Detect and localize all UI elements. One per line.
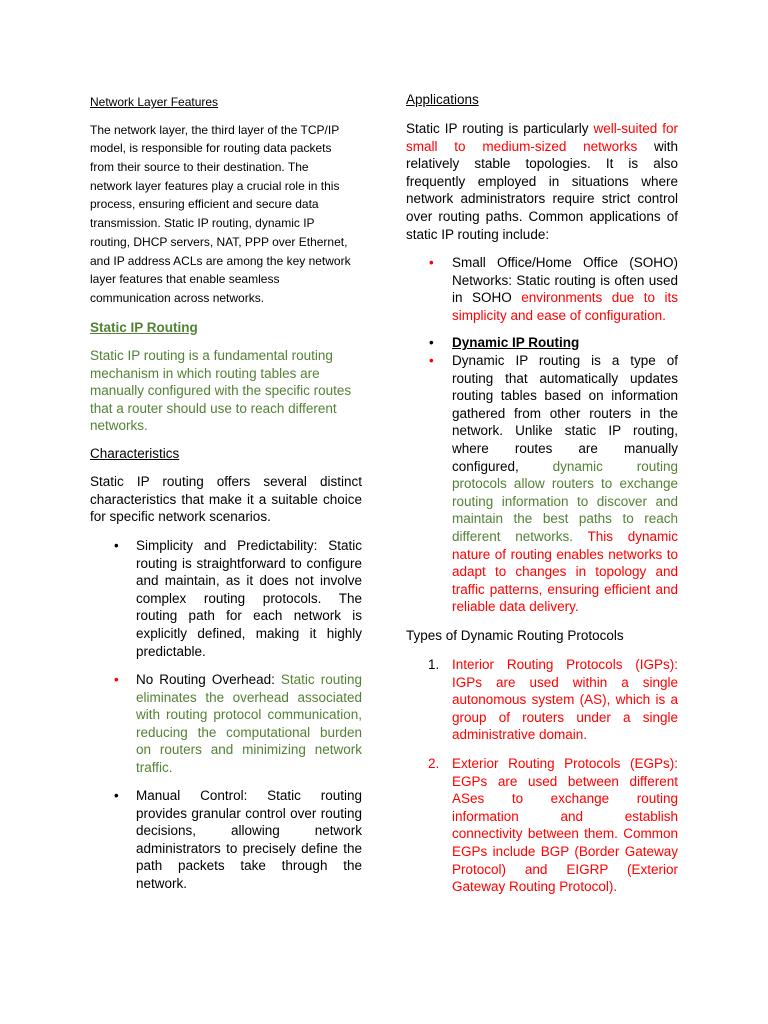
dynamic-ip-routing-text-line [452,493,678,511]
no-routing-overhead-text-line [136,671,362,689]
text-run: network layer features play a crucial role in this [90,178,340,193]
characteristics-paragraph-line [90,491,362,509]
manual-control-text-line [136,787,362,805]
text-run: on routers and minimizing network [136,742,362,758]
static-ip-routing-paragraph-line [90,417,362,435]
text-run: and maintain, as it does not involve [136,573,362,589]
text-run: maintain the best paths to reach [452,511,678,527]
network-layer-intro-paragraph [90,121,362,308]
text-run: explicitly defined, making it highly [136,625,362,641]
text-run: complex routing protocols. The [136,590,362,606]
static-ip-routing-paragraph-line [90,382,362,400]
text-run: administrative domain. [452,727,588,743]
bullet-marker: • [429,353,434,368]
applications-paragraph-line [406,208,678,226]
text-run: for specific network scenarios. [90,509,271,525]
text-run: transmission. Static IP routing, dynamic IP [90,216,315,231]
exterior-routing-protocols-text-line [452,861,678,879]
soho-networks-text [452,254,678,324]
text-run: network. [136,875,188,891]
manual-control-text-line [136,822,362,840]
text-run: Static routing [280,672,362,687]
text-run: EGPs are used between different [452,773,678,789]
applications-paragraph-line [406,120,678,138]
text-run: administrators to precisely define the [136,840,362,856]
text-run: relatively stable topologies. It is also [406,156,678,172]
exterior-routing-protocols-text-line [452,843,678,861]
text-run: Protocol) and EIGRP (Exterior [452,861,678,877]
soho-networks-text-line [452,272,678,290]
network-layer-intro-paragraph-line [90,195,362,214]
simplicity-predictability-text-line [136,607,362,625]
text-run: routing information to discover and [452,493,678,509]
network-layer-intro-paragraph-line [90,214,362,233]
dynamic-ip-routing-text-line [452,563,678,581]
manual-control-text [136,787,362,893]
dynamic-ip-routing-text [452,352,678,616]
text-run: Dynamic IP Routing [452,335,580,350]
text-run: from their source to their destination. The [90,160,309,174]
text-run: reliable data delivery. [452,599,579,615]
bullet-marker: • [114,672,119,687]
text-run: environments due to its [521,290,679,306]
text-run: network. Unlike static IP routing, [452,423,678,439]
interior-routing-protocols-text-line [452,709,678,727]
text-run: Small Office/Home Office (SOHO) [452,255,678,270]
text-run: reducing the computational burden [136,724,362,740]
exterior-routing-protocols-text-line [452,755,678,773]
text-run: network administrators require strict control [406,191,678,207]
soho-networks-bullet [429,254,679,324]
network-layer-intro-paragraph-line [90,270,362,289]
text-run: configured, [452,458,553,474]
manual-control-text-line [136,875,362,893]
interior-routing-protocols-text-line [452,656,678,674]
static-ip-routing-paragraph-line [90,400,362,418]
manual-control-bullet [114,787,362,893]
text-run: routing is straightforward to configure [136,555,362,571]
text-run: where routes are manually [452,440,678,456]
network-layer-intro-paragraph-line [90,158,362,177]
bullet-marker: • [429,255,434,270]
text-run: Interior Routing Protocols (IGPs): [452,657,678,672]
simplicity-predictability-text-line [136,625,362,643]
dynamic-ip-routing-text-line [452,581,678,599]
text-run: Static IP routing is particularly [406,121,594,136]
types-of-dynamic-routing-protocols-heading: Types of Dynamic Routing Protocols [406,628,624,643]
interior-routing-protocols-text-line [452,674,678,692]
network-layer-intro-paragraph-line [90,139,362,158]
text-run: decisions, allowing network [136,823,362,839]
dynamic-ip-routing-bullet [429,352,678,616]
text-run: mechanism in which routing tables are [90,365,320,381]
text-run: and IP address ACLs are among the key network [90,253,351,268]
text-run: Networks: Static routing is often used [452,272,678,288]
text-run: simplicity and ease of configuration. [452,307,666,323]
network-layer-intro-paragraph-line [90,289,362,308]
dynamic-ip-routing-heading-line [452,334,678,352]
manual-control-text-line [136,840,362,858]
network-layer-features-heading: Network Layer Features [90,95,219,109]
network-layer-intro-paragraph-line [90,252,362,271]
text-run: routing tables based on information [452,388,678,404]
network-layer-intro-paragraph-line [90,233,362,252]
list-number: 1. [428,657,440,672]
dynamic-ip-routing-text-line [452,475,678,493]
exterior-routing-protocols-text-line [452,878,678,896]
text-run: Static IP routing offers several distinct [90,474,362,489]
interior-routing-protocols-text-line [452,691,678,709]
applications-paragraph-line [406,226,678,244]
static-ip-routing-paragraph-line [90,365,362,383]
text-run: networks. [90,418,148,434]
text-run: Dynamic IP routing is a type of [452,353,678,368]
text-run: routing that automatically updates [452,370,678,386]
no-routing-overhead-text-line [136,759,362,777]
dynamic-ip-routing-heading-bullet [429,334,678,352]
text-run: connectivity between them. Common [452,826,678,842]
text-run: over routing paths. Common applications of [406,208,678,224]
simplicity-predictability-text [136,537,362,660]
applications-paragraph [406,120,678,243]
soho-networks-text-line [452,289,678,307]
applications-paragraph-line [406,155,678,173]
applications-paragraph-line [406,190,678,208]
text-run: adapt to changes in topology and [452,564,678,580]
text-run: gathered from other routers in the [452,405,678,421]
text-run: information and establish [452,808,678,824]
interior-routing-protocols-text [452,656,678,744]
manual-control-text-line [136,805,362,823]
simplicity-predictability-text-line [136,555,362,573]
text-run: Simplicity and Predictability: Static [136,538,362,553]
dynamic-ip-routing-text-line [452,528,678,546]
list-number: 2. [428,756,440,771]
text-run: protocols allow routers to exchange [452,476,678,492]
text-run: traffic patterns, ensuring efficient and [452,581,678,597]
simplicity-predictability-text-line [136,572,362,590]
text-run: group of routers under a single [452,709,678,725]
text-run: communication across networks. [90,290,265,305]
no-routing-overhead-text-line [136,689,362,707]
characteristics-paragraph-line [90,508,362,526]
text-run: with routing protocol communication, [136,707,362,723]
text-run: with [637,138,678,154]
text-run: Manual Control: Static routing [136,788,362,803]
no-routing-overhead-bullet [114,671,362,777]
network-layer-intro-paragraph-line [90,121,362,140]
dynamic-ip-routing-text-line [452,458,678,476]
text-run: nature of routing enables networks to [452,546,678,562]
manual-control-text-line [136,857,362,875]
text-run: predictable. [136,643,206,659]
text-run: EGPs include BGP (Border Gateway [452,843,678,859]
no-routing-overhead-text-line [136,741,362,759]
text-run: process, ensuring efficient and secure data [90,197,319,212]
characteristics-paragraph [90,473,362,526]
text-run: dynamic routing [552,458,678,474]
no-routing-overhead-text-line [136,706,362,724]
text-run: different networks. [452,528,574,544]
dynamic-ip-routing-text-line [452,405,678,423]
exterior-routing-protocols-text-line [452,790,678,808]
dynamic-ip-routing-text-line [452,352,678,370]
static-ip-routing-paragraph-line [90,347,362,365]
applications-paragraph-line [406,138,678,156]
bullet-marker: • [429,335,434,350]
exterior-routing-protocols-text-line [452,773,678,791]
text-run: This dynamic [573,528,678,544]
text-run: that a router should use to reach different [90,400,337,416]
interior-routing-protocols-text-line [452,726,678,744]
applications-heading: Applications [406,92,479,107]
no-routing-overhead-text [136,671,362,777]
exterior-routing-protocols-text [452,755,678,896]
simplicity-predictability-bullet [114,537,362,660]
static-ip-routing-heading: Static IP Routing [90,320,198,335]
dynamic-ip-routing-text-line [452,440,678,458]
text-run: Exterior Routing Protocols (EGPs): [452,756,678,771]
no-routing-overhead-text-line [136,724,362,742]
soho-networks-text-line [452,307,678,325]
dynamic-ip-routing-text-line [452,370,678,388]
bullet-marker: • [114,538,119,553]
simplicity-predictability-text-line [136,590,362,608]
dynamic-ip-routing-text-line [452,598,678,616]
text-run: The network layer, the third layer of the TCP/IP [90,122,340,137]
dynamic-ip-routing-heading [452,334,678,352]
dynamic-ip-routing-text-line [452,510,678,528]
text-run: characteristics that make it a suitable choice [90,491,362,507]
text-run: autonomous system (AS), which is a [452,692,678,708]
network-layer-intro-paragraph-line [90,177,362,196]
dynamic-ip-routing-text-line [452,387,678,405]
exterior-routing-protocols-item [428,755,678,896]
text-run: No Routing Overhead: [136,672,281,687]
dynamic-ip-routing-text-line [452,422,678,440]
text-run: traffic. [136,759,173,775]
interior-routing-protocols-item [428,656,678,744]
text-run: IGPs are used within a single [452,674,678,690]
text-run: Gateway Routing Protocol). [452,879,618,895]
simplicity-predictability-text-line [136,537,362,555]
text-run: provides granular control over routing [136,805,362,821]
text-run: eliminates the overhead associated [136,689,362,705]
characteristics-heading: Characteristics [90,446,180,461]
applications-paragraph-line [406,173,678,191]
dynamic-ip-routing-text-line [452,546,678,564]
static-ip-routing-paragraph [90,347,362,435]
text-run: model, is responsible for routing data packets [90,141,332,156]
text-run: small to medium-sized networks [406,138,638,154]
text-run: manually configured with the specific routes [90,383,352,399]
text-run: routing, DHCP servers, NAT, PPP over Ethernet, [90,234,348,249]
bullet-marker: • [114,788,119,803]
text-run: frequently employed in situations where [406,173,678,189]
text-run: ASes to exchange routing [452,791,678,807]
text-run: Static IP routing is a fundamental routing [90,348,333,363]
text-run: layer features that enable seamless [90,272,280,287]
simplicity-predictability-text-line [136,643,362,661]
exterior-routing-protocols-text-line [452,808,678,826]
characteristics-paragraph-line [90,473,362,491]
text-run: path packets take through the [136,858,362,874]
text-run: in SOHO [452,290,522,306]
exterior-routing-protocols-text-line [452,825,678,843]
text-run: well-suited for [593,121,679,136]
soho-networks-text-line [452,254,678,272]
text-run: static IP routing include: [406,226,550,242]
text-run: routing path for each network is [136,608,362,624]
